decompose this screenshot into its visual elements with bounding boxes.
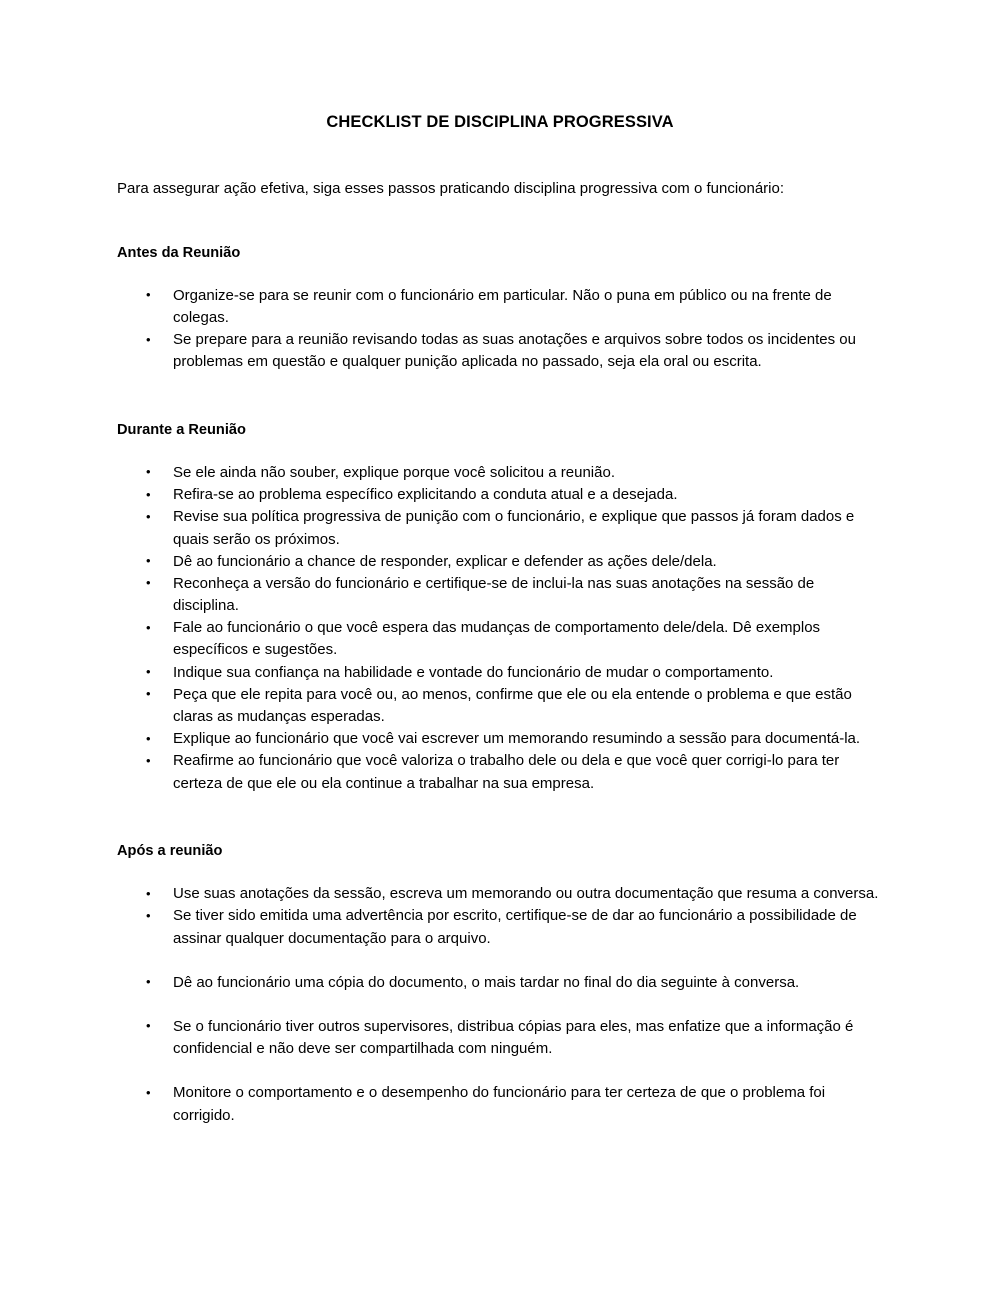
document-body <box>117 0 883 1127</box>
list-item: • Reconheça a versão do funcionário e certifique-se de inclui-la nas suas anotações na sessão de disciplina. <box>117 573 883 617</box>
list-item: • Refira-se ao problema específico explicitando a conduta atual e a desejada. <box>117 484 883 506</box>
intro-paragraph: Para assegurar ação efetiva, siga esses passos praticando disciplina progressiva com o funcionário: <box>117 179 785 197</box>
list-item: • Se tiver sido emitida uma advertência por escrito, certifique-se de dar ao funcionário a possibilidade de assinar qualquer documentação para o arquivo. <box>117 905 883 949</box>
section-durante-a-reuniao <box>117 374 883 795</box>
list-item: • Dê ao funcionário uma cópia do documento, o mais tardar no final do dia seguinte à conversa. <box>117 972 883 994</box>
list-item: • Fale ao funcionário o que você espera das mudanças de comportamento dele/dela. Dê exemplos específicos e sugestões. <box>117 617 883 661</box>
list-item: • Peça que ele repita para você ou, ao menos, confirme que ele ou ela entende o problema e que estão claras as mudanças esperadas. <box>117 684 883 728</box>
checklist-antes-da-reuniao <box>117 264 883 374</box>
list-item: • Organize-se para se reunir com o funcionário em particular. Não o puna em público ou na frente de colegas. <box>117 285 883 329</box>
section-heading: Após a reunião <box>117 842 223 859</box>
section-heading: Durante a Reunião <box>117 421 246 438</box>
list-item: • Se prepare para a reunião revisando todas as suas anotações e arquivos sobre todos os incidentes ou problemas em questão e qualquer punição aplicada no passado, seja ela oral ou escrita. <box>117 329 883 373</box>
list-item: • Se o funcionário tiver outros supervisores, distribua cópias para eles, mas enfatize que a informação é confidencial e não deve ser compartilhada com ninguém. <box>117 1016 883 1060</box>
checklist-durante-a-reuniao <box>117 440 883 795</box>
list-item: • Se ele ainda não souber, explique porque você solicitou a reunião. <box>117 462 883 484</box>
list-item: • Use suas anotações da sessão, escreva um memorando ou outra documentação que resuma a conversa. <box>117 883 883 905</box>
section-antes-da-reuniao <box>117 199 883 373</box>
list-item: • Explique ao funcionário que você vai escrever um memorando resumindo a sessão para documentá-la. <box>117 728 883 750</box>
section-apos-a-reuniao <box>117 795 883 1127</box>
section-heading: Antes da Reunião <box>117 245 241 262</box>
list-item: • Indique sua confiança na habilidade e vontade do funcionário de mudar o comportamento. <box>117 662 883 684</box>
checklist-apos-a-reuniao <box>117 861 883 1127</box>
list-item: • Reafirme ao funcionário que você valoriza o trabalho dele ou dela e que você quer corrigi-lo para ter certeza de que ele ou ela continue a trabalhar na sua empresa. <box>117 750 883 794</box>
list-item: • Revise sua política progressiva de punição com o funcionário, e explique que passos já foram dados e quais serão os próximos. <box>117 506 883 550</box>
list-item: • Monitore o comportamento e o desempenho do funcionário para ter certeza de que o problema foi corrigido. <box>117 1082 883 1126</box>
page-title: CHECKLIST DE DISCIPLINA PROGRESSIVA <box>326 113 674 131</box>
list-item: • Dê ao funcionário a chance de responder, explicar e defender as ações dele/dela. <box>117 551 883 573</box>
